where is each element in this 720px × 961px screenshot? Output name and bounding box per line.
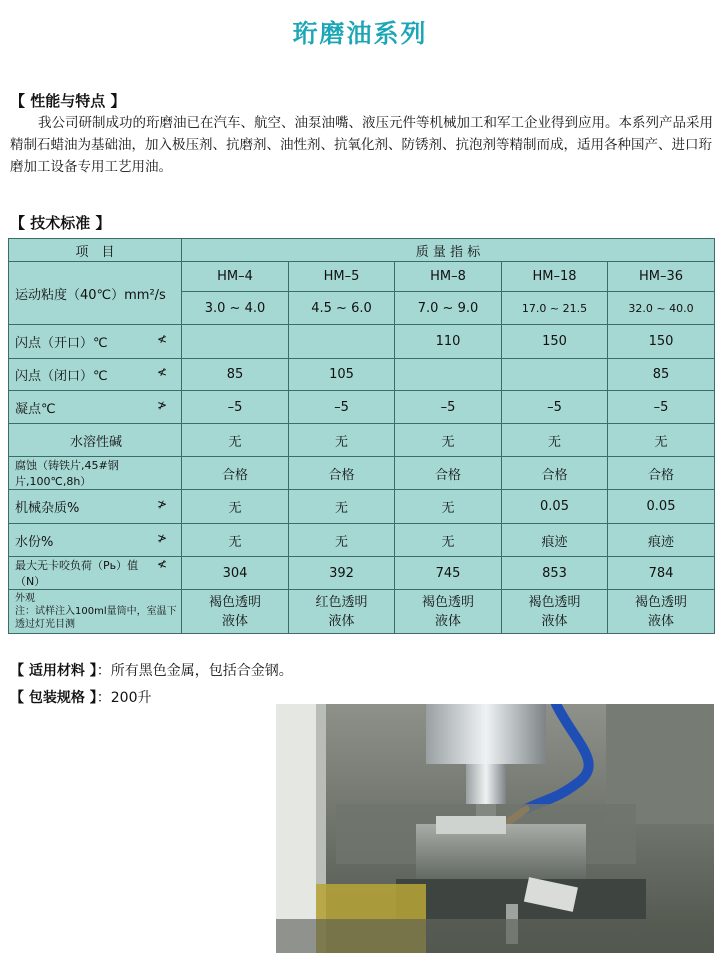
- value-cell: 110: [395, 325, 502, 359]
- row-label: 水溶性碱: [69, 434, 122, 450]
- row-label-cell: [9, 359, 182, 391]
- value-cell: 合格: [502, 457, 608, 490]
- value-cell: [395, 359, 502, 391]
- value-cell: –5: [395, 391, 502, 424]
- grade-cell: HM–36: [608, 262, 715, 292]
- value-cell: 合格: [289, 457, 395, 490]
- row-label-cell: [9, 557, 182, 590]
- value-cell: 无: [182, 524, 289, 557]
- materials-heading: 【 适用材料 】: [10, 663, 97, 679]
- value-cell: 合格: [395, 457, 502, 490]
- table-row: [9, 524, 715, 557]
- limit-symbol: ≮: [156, 332, 167, 346]
- row-label: 闪点（闭口）℃: [15, 369, 108, 384]
- materials-line: [10, 660, 293, 680]
- value-cell: 392: [289, 557, 395, 590]
- table-row: [9, 391, 715, 424]
- viscosity-label: 运动粘度（40℃）mm²/s: [9, 262, 182, 325]
- table-row: [9, 457, 715, 490]
- value-cell: 无: [395, 524, 502, 557]
- packaging-heading: 【 包装规格 】: [10, 690, 97, 706]
- value-cell: 0.05: [608, 490, 715, 524]
- value-cell: 105: [289, 359, 395, 391]
- header-item: 项 目: [9, 239, 182, 262]
- limit-symbol: ≯: [156, 530, 167, 545]
- row-label: 凝点℃: [15, 401, 56, 417]
- value-cell: 150: [608, 325, 715, 359]
- materials-text: ：所有黑色金属，包括合金钢。: [96, 663, 293, 679]
- standard-heading: 【 技术标准 】: [10, 214, 111, 232]
- value-cell: [289, 325, 395, 359]
- appearance-label: 外观: [15, 593, 35, 604]
- appearance-row: [9, 590, 715, 634]
- value-cell: 无: [289, 490, 395, 524]
- row-label: 最大无卡咬负荷（Pь）值（N）: [15, 559, 139, 588]
- page-title: 珩磨油系列: [292, 19, 428, 48]
- value-cell: 无: [502, 424, 608, 457]
- value-cell: –5: [502, 391, 608, 424]
- value-cell: –5: [289, 391, 395, 424]
- value-cell: 无: [608, 424, 715, 457]
- row-label-cell: [9, 391, 182, 424]
- appearance-cell: 褐色透明液体: [608, 590, 715, 634]
- row-label-cell: [9, 457, 182, 490]
- grade-row: [9, 262, 715, 292]
- row-label-cell: [9, 325, 182, 359]
- spec-table: [8, 238, 715, 634]
- packaging-line: [10, 687, 151, 707]
- value-cell: 85: [182, 359, 289, 391]
- value-cell: 无: [289, 524, 395, 557]
- value-cell: 合格: [182, 457, 289, 490]
- row-label: 闪点（开口）℃: [15, 336, 108, 351]
- value-cell: 853: [502, 557, 608, 590]
- value-cell: 0.05: [502, 490, 608, 524]
- value-cell: –5: [608, 391, 715, 424]
- value-cell: 304: [182, 557, 289, 590]
- grade-cell: HM–4: [182, 262, 289, 292]
- value-cell: 745: [395, 557, 502, 590]
- table-row: [9, 557, 715, 590]
- row-label: 腐蚀（铸铁片,45#钢片,100℃,8h）: [15, 459, 119, 488]
- value-cell: 痕迹: [502, 524, 608, 557]
- appearance-label-cell: [9, 590, 182, 634]
- honing-machine-photo: [276, 704, 714, 953]
- viscosity-cell: 4.5 ~ 6.0: [289, 292, 395, 325]
- value-cell: 合格: [608, 457, 715, 490]
- grade-cell: HM–8: [395, 262, 502, 292]
- grade-cell: HM–18: [502, 262, 608, 292]
- value-cell: 784: [608, 557, 715, 590]
- table-header-row: [9, 239, 715, 262]
- appearance-note: 注：试样注入100ml量筒中，室温下透过灯光目测: [15, 606, 177, 630]
- value-cell: [502, 359, 608, 391]
- row-label-cell: [9, 424, 182, 457]
- features-text: 我公司研制成功的珩磨油已在汽车、航空、油泵油嘴、液压元件等机械加工和军工企业得到应用。本系列产品采用精制石蜡油为基础油，加入极压剂、抗磨剂、油性剂、抗氧化剂、防锈剂、抗泡剂等精制而成，适用各种国产、进口珩磨加工设备专用工艺用油。: [10, 115, 713, 175]
- appearance-cell: 褐色透明液体: [502, 590, 608, 634]
- header-quality: 质 量 指 标: [182, 239, 715, 262]
- table-row: [9, 490, 715, 524]
- value-cell: 150: [502, 325, 608, 359]
- appearance-cell: 褐色透明液体: [182, 590, 289, 634]
- value-cell: 痕迹: [608, 524, 715, 557]
- grade-cell: HM–5: [289, 262, 395, 292]
- row-label: 水份%: [15, 534, 54, 550]
- limit-symbol: ≮: [156, 557, 167, 571]
- value-cell: 无: [289, 424, 395, 457]
- table-row: [9, 424, 715, 457]
- value-cell: 无: [182, 490, 289, 524]
- features-heading: 【 性能与特点 】: [10, 92, 126, 110]
- viscosity-cell: 7.0 ~ 9.0: [395, 292, 502, 325]
- value-cell: 无: [395, 424, 502, 457]
- value-cell: 无: [395, 490, 502, 524]
- table-row: [9, 325, 715, 359]
- value-cell: 无: [182, 424, 289, 457]
- appearance-cell: 红色透明液体: [289, 590, 395, 634]
- row-label: 机械杂质%: [15, 501, 80, 516]
- row-label-cell: [9, 490, 182, 524]
- table-row: [9, 359, 715, 391]
- packaging-text: ：200升: [96, 690, 152, 706]
- limit-symbol: ≮: [156, 365, 167, 379]
- limit-symbol: ≯: [156, 497, 167, 511]
- row-label-cell: [9, 524, 182, 557]
- viscosity-cell: 32.0 ~ 40.0: [608, 292, 715, 325]
- limit-symbol: ≯: [156, 397, 167, 412]
- value-cell: –5: [182, 391, 289, 424]
- viscosity-cell: 3.0 ~ 4.0: [182, 292, 289, 325]
- appearance-cell: 褐色透明液体: [395, 590, 502, 634]
- value-cell: [182, 325, 289, 359]
- machine-illustration: [276, 704, 714, 953]
- viscosity-cell: 17.0 ~ 21.5: [502, 292, 608, 325]
- value-cell: 85: [608, 359, 715, 391]
